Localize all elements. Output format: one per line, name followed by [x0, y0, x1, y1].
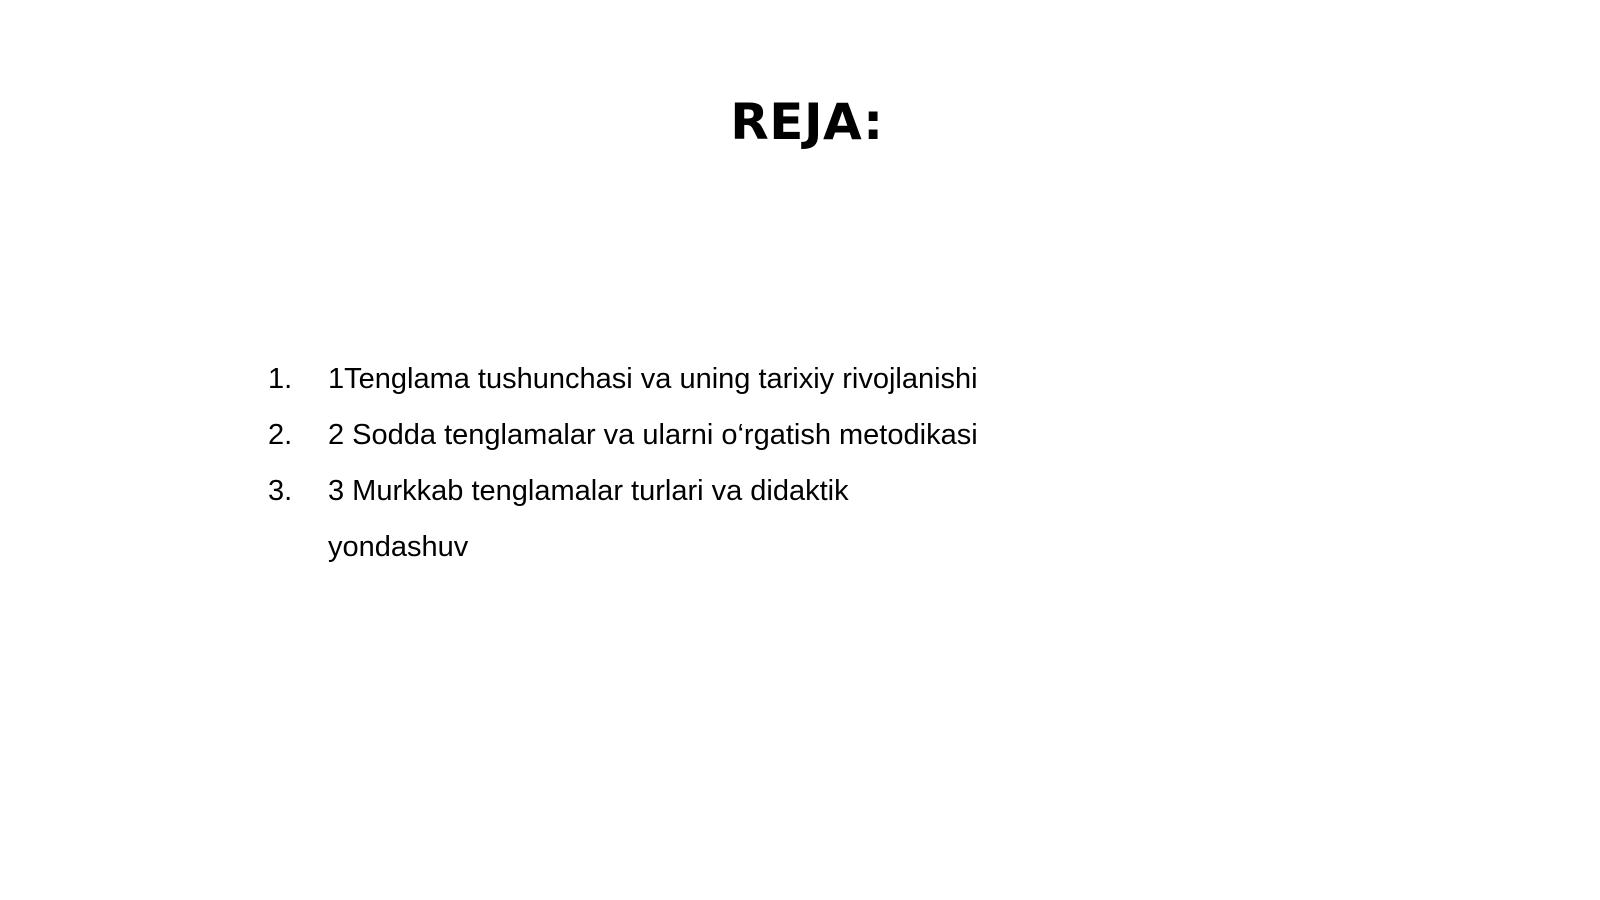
list-item-text: 3 Murkkab tenglamalar turlari va didaktik yondashuv [328, 475, 849, 563]
list-item-number: 3. [268, 475, 293, 507]
list-item-number: 1. [268, 363, 293, 395]
list-item [268, 407, 1048, 463]
list-item-text: 1Tenglama tushunchasi va uning tarixiy rivojlanishi [328, 363, 978, 395]
slide-title: REJA: [730, 93, 884, 151]
list-item-text: 2 Sodda tenglamalar va ularni o‘rgatish metodikasi [328, 419, 978, 451]
list-item [268, 351, 1048, 407]
plan-list [268, 351, 1048, 575]
list-item [268, 463, 1048, 575]
list-item-number: 2. [268, 419, 293, 451]
